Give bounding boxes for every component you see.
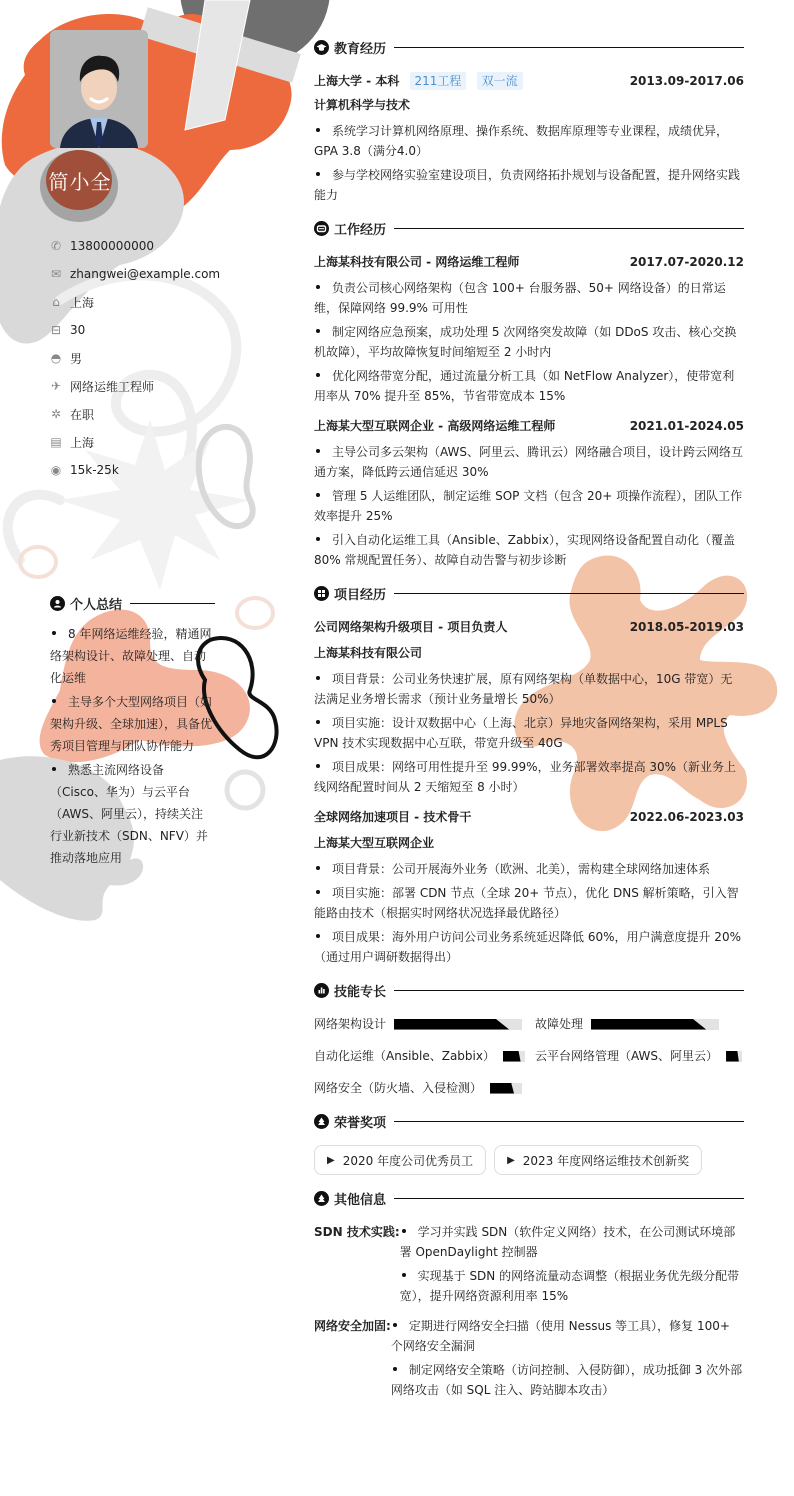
education-list [314,121,744,205]
tag-211: 211工程 [410,72,467,90]
list-item: 学习并实践 SDN（软件定义网络）技术，在公司测试环境部署 OpenDaylight 控制器 [399,1225,736,1259]
other-heading: 其他信息 [314,1189,744,1208]
list-item: 制定网络安全策略（访问控制、入侵防御），成功抵御 3 次外部网络攻击（如 SQL 注入、跨站脚本攻击） [390,1363,743,1397]
heading-divider [130,603,215,604]
school-name: 上海大学 - 本科 [314,74,400,88]
skill-bar-fill [394,1019,509,1030]
list-item: 项目实施：设计双数据中心（上海、北京）异地灾备网络架构，采用 MPLS VPN 技术实现数据中心互联，带宽升级至 40G [314,716,728,750]
heading-divider [394,593,744,594]
work-date: 2021.01-2024.05 [629,419,744,433]
project-date: 2018.05-2019.03 [629,620,744,634]
list-item: 主导多个大型网络项目（如架构升级、全球加速），具备优秀项目管理与团队协作能力 [50,695,213,753]
status-icon: ✲ [50,407,62,421]
bullet-icon [316,285,320,289]
profile-photo [50,30,148,148]
triangle-right-icon: ▶ [327,1154,335,1166]
award-chip[interactable]: ▶ 2020 年度公司优秀员工 [314,1145,486,1175]
list-item: 负责公司核心网络架构（包含 100+ 台服务器、50+ 网络设备）的日常运维，保障网络 99.9% 可用性 [314,281,726,315]
bullet-icon [316,172,320,176]
skills-section [314,981,744,1098]
main-column [314,38,744,1418]
list-item: 项目背景：公司开展海外业务（欧洲、北美），需构建全球网络加速体系 [314,859,744,879]
bullet-icon [316,866,320,870]
heading-divider [394,228,744,229]
tag-double-first-class: 双一流 [477,72,523,90]
skills-grid [314,1014,744,1098]
list-item: 优化网络带宽分配，通过流量分析工具（如 NetFlow Analyzer），使带宽利用率从 70% 提升至 85%，节省带宽成本 15% [314,369,735,403]
bullet-icon [393,1323,397,1327]
skill-item: 自动化运维（Ansible、Zabbix） [314,1046,535,1066]
skill-bar-fill [726,1051,739,1062]
project-title: 全球网络加速项目 - 技术骨干 [314,810,472,824]
gender-icon: ◓ [50,351,62,365]
list-item: 8 年网络运维经验，精通网络架构设计、故障处理、自动化运维 [50,627,212,685]
work-title: 上海某大型互联网企业 - 高级网络运维工程师 [314,419,556,433]
contact-location: ⌂ 上海 [50,288,220,316]
heading-divider [394,1198,744,1199]
list-item: 项目背景：公司业务快速扩展，原有网络架构（单数据中心，10G 带宽）无法满足业务增长需求（预计业务量增长 50%） [314,672,733,706]
skill-bar-fill [490,1083,514,1094]
skill-item: 网络安全（防火墙、入侵检测） [314,1078,535,1098]
skill-item: 云平台网络管理（AWS、阿里云） [535,1046,744,1066]
list-item: 项目成果：网络可用性提升至 99.99%，业务部署效率提高 30%（新业务上线网络配置时间从 2 天缩短至 8 小时） [314,760,737,794]
bullet-icon [316,764,320,768]
contact-info-list [50,232,220,484]
user-icon [50,596,65,611]
list-item: 定期进行网络安全扫描（使用 Nessus 等工具），修复 100+ 个网络安全漏洞 [390,1319,730,1353]
bar-chart-icon [314,983,329,998]
projects-section [314,584,744,967]
skill-item: 网络架构设计 [314,1014,535,1034]
education-entry [314,71,744,205]
list-item: 项目实施：部署 CDN 节点（全球 20+ 节点），优化 DNS 解析策略，引入智能路由技术（根据实时网络状况选择最优路径） [314,886,739,920]
award-icon [314,1114,329,1129]
bullet-icon [316,890,320,894]
skill-bar-fill [591,1019,706,1030]
skill-bar [591,1019,719,1030]
skill-bar-fill [503,1051,521,1062]
bullet-icon [393,1367,397,1371]
summary-list [50,623,215,869]
list-item: 系统学习计算机网络原理、操作系统、数据库原理等专业课程，成绩优异，GPA 3.8（满分4.0） [314,124,729,158]
skill-bar [490,1083,522,1094]
work-date: 2017.07-2020.12 [629,255,744,269]
bullet-icon [316,676,320,680]
project-company: 上海某大型互联网企业 [314,836,435,850]
work-title: 上海某科技有限公司 - 网络运维工程师 [314,255,520,269]
other-row-sdn [314,1222,744,1310]
project-title: 公司网络架构升级项目 - 项目负责人 [314,620,508,634]
list-item: 实现基于 SDN 的网络流量动态调整（根据业务优先级分配带宽），提升网络资源利用率 15% [399,1269,740,1303]
list-item: 熟悉主流网络设备（Cisco、华为）与云平台（AWS、阿里云），持续关注行业新技术（SDN、NFV）并推动落地应用 [50,763,208,865]
heading-divider [394,1121,744,1122]
summary-heading: 个人总结 [50,594,215,613]
contact-status: ✲ 在职 [50,407,95,422]
heading-divider [394,990,744,991]
bullet-icon [402,1273,406,1277]
project-entry [314,807,744,967]
bullet-icon [316,329,320,333]
bullet-icon [316,537,320,541]
bullet-icon [316,449,320,453]
bullet-icon [52,631,56,635]
project-date: 2022.06-2023.03 [629,810,744,824]
work-heading: 工作经历 [314,219,744,238]
bullet-icon [316,720,320,724]
list-item: 项目成果：海外用户访问公司业务系统延迟降低 60%，用户满意度提升 20%（通过用户调研数据得出） [314,930,741,964]
other-row-security [314,1316,744,1404]
work-section [314,219,744,570]
award-chip[interactable]: ▶ 2023 年度网络运维技术创新奖 [494,1145,702,1175]
skill-bar [503,1051,525,1062]
work-entry [314,416,744,570]
summary-section [50,594,215,871]
skills-heading: 技能专长 [314,981,744,1000]
contact-job-title: ✈ 网络运维工程师 [50,379,155,394]
candidate-name: 简小全 [48,170,112,194]
project-company: 上海某科技有限公司 [314,646,423,660]
mail-icon: ✉ [50,267,62,281]
skill-bar [726,1051,742,1062]
awards-heading: 荣誉奖项 [314,1112,744,1131]
bullet-icon [52,699,56,703]
list-item: 引入自动化运维工具（Ansible、Zabbix），实现网络设备配置自动化（覆盖 80% 常规配置任务）、故障自动告警与初步诊断 [314,533,735,567]
contact-target-city: ▤ 上海 [50,435,95,450]
list-item: 主导公司多云架构（AWS、阿里云、腾讯云）网络融合项目，设计跨云网络互通方案，降低跨云通信延迟 30% [314,445,744,479]
graduation-cap-icon [314,40,329,55]
person-portrait-icon [50,30,148,148]
education-section [314,38,744,205]
list-item: 参与学校网络实验室建设项目，负责网络拓扑规划与设备配置，提升网络实践能力 [314,168,741,202]
awards-list [314,1145,744,1175]
triangle-right-icon: ▶ [507,1154,515,1166]
work-entry [314,252,744,406]
bullet-icon [402,1229,406,1233]
bullet-icon [316,373,320,377]
education-date: 2013.09-2017.06 [629,74,744,88]
awards-section [314,1112,744,1175]
bullet-icon [316,128,320,132]
other-label: 网络安全加固: [314,1319,391,1333]
contact-email[interactable]: ✉ zhangwei@example.com [50,267,221,281]
list-item: 制定网络应急预案，成功处理 5 次网络突发故障（如 DDoS 攻击、核心交换机故障），平均故障恢复时间缩短至 2 小时内 [314,325,737,359]
bullet-icon [316,493,320,497]
job-icon: ✈ [50,379,62,393]
heading-divider [394,47,744,48]
skill-bar [394,1019,522,1030]
salary-icon: ◉ [50,463,62,477]
skill-item: 故障处理 [535,1014,744,1034]
other-section [314,1189,744,1404]
project-entry [314,617,744,797]
major: 计算机科学与技术 [314,98,411,112]
projects-heading: 项目经历 [314,584,744,603]
city-icon: ▤ [50,435,62,449]
home-icon: ⌂ [52,295,60,309]
info-icon [314,1191,329,1206]
bullet-icon [316,934,320,938]
contact-gender: ◓ 男 [50,351,83,366]
list-item: 管理 5 人运维团队，制定运维 SOP 文档（包含 20+ 项操作流程），团队工作效率提升 25% [314,489,743,523]
contact-age: ⊟ 30 [50,323,86,337]
contact-phone: ✆ 13800000000 [50,239,154,253]
other-label: SDN 技术实践: [314,1225,400,1239]
contact-salary: ◉ 15k-25k [50,463,119,477]
phone-icon: ✆ [50,239,62,253]
grid-icon [314,586,329,601]
education-heading: 教育经历 [314,38,744,57]
bullet-icon [52,767,56,771]
age-icon: ⊟ [50,323,62,337]
briefcase-icon [314,221,329,236]
